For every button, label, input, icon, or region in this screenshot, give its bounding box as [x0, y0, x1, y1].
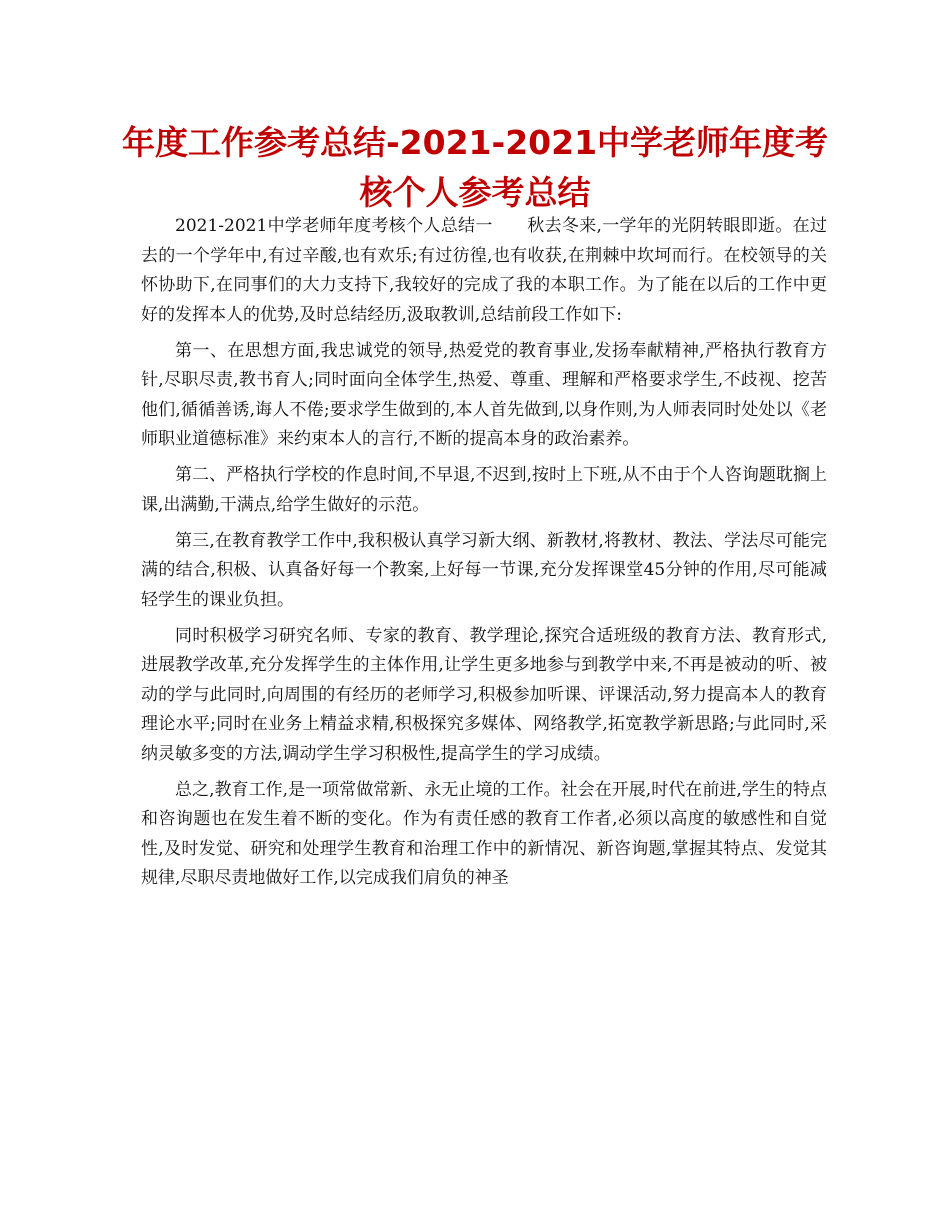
paragraph-teaching: 第三,在教育教学工作中,我积极认真学习新大纲、新教材,将教材、教法、学法尽可能完满的结合,积极、认真备好每一个教案,上好每一节课,充分发挥课堂45分钟的作用,尽可能减轻学生的课业负担。 — [141, 530, 827, 610]
paragraph-schedule: 第二、严格执行学校的作息时间,不早退,不迟到,按时上下班,从不由于个人咨询题耽搁上课,出满勤,干满点,给学生做好的示范。 — [141, 465, 827, 515]
paragraph-intro: 2021-2021中学老师年度考核个人总结一 秋去冬来,一学年的光阴转眼即逝。在过去的一个学年中,有过辛酸,也有欢乐;有过彷徨,也有收获,在荆棘中坎坷而行。在校领导的关怀协助下,在同事们的大力支持下,我较好的完成了我的本职工作。为了能在以后的工作中更好的发挥本人的优势,及时总结经历,汲取教训,总结前段工作如下: — [141, 216, 827, 325]
paragraph-research: 同时积极学习研究名师、专家的教育、教学理论,探究合适班级的教育方法、教育形式,进展教学改革,充分发挥学生的主体作用,让学生更多地参与到教学中来,不再是被动的听、被动的学与此同时,向周围的有经历的老师学习,积极参加听课、评课活动,努力提高本人的教育理论水平;同时在业务上精益求精,积极探究多媒体、网络教学,拓宽教学新思路;与此同时,采纳灵敏多变的方法,调动学生学习积极性,提高学生的学习成绩。 — [141, 625, 827, 764]
document-body — [141, 212, 827, 900]
paragraph-ideology: 第一、在思想方面,我忠诚党的领导,热爱党的教育事业,发扬奉献精神,严格执行教育方针,尽职尽责,教书育人;同时面向全体学生,热爱、尊重、理解和严格要求学生,不歧视、挖苦他们,循循善诱,诲人不倦;要求学生做到的,本人首先做到,以身作则,为人师表同时处处以《老师职业道德标准》来约束本人的言行,不断的提高本身的政治素养。 — [141, 340, 827, 449]
document-title: 年度工作参考总结-2021-2021中学老师年度考核个人参考总结 — [121, 123, 829, 212]
paragraph-conclusion: 总之,教育工作,是一项常做常新、永无止境的工作。社会在开展,时代在前进,学生的特点和咨询题也在发生着不断的变化。作为有责任感的教育工作者,必须以高度的敏感性和自觉性,及时发觉、研究和处理学生教育和治理工作中的新情况、新咨询题,掌握其特点、发觉其规律,尽职尽责地做好工作,以完成我们肩负的神圣 — [141, 779, 827, 888]
